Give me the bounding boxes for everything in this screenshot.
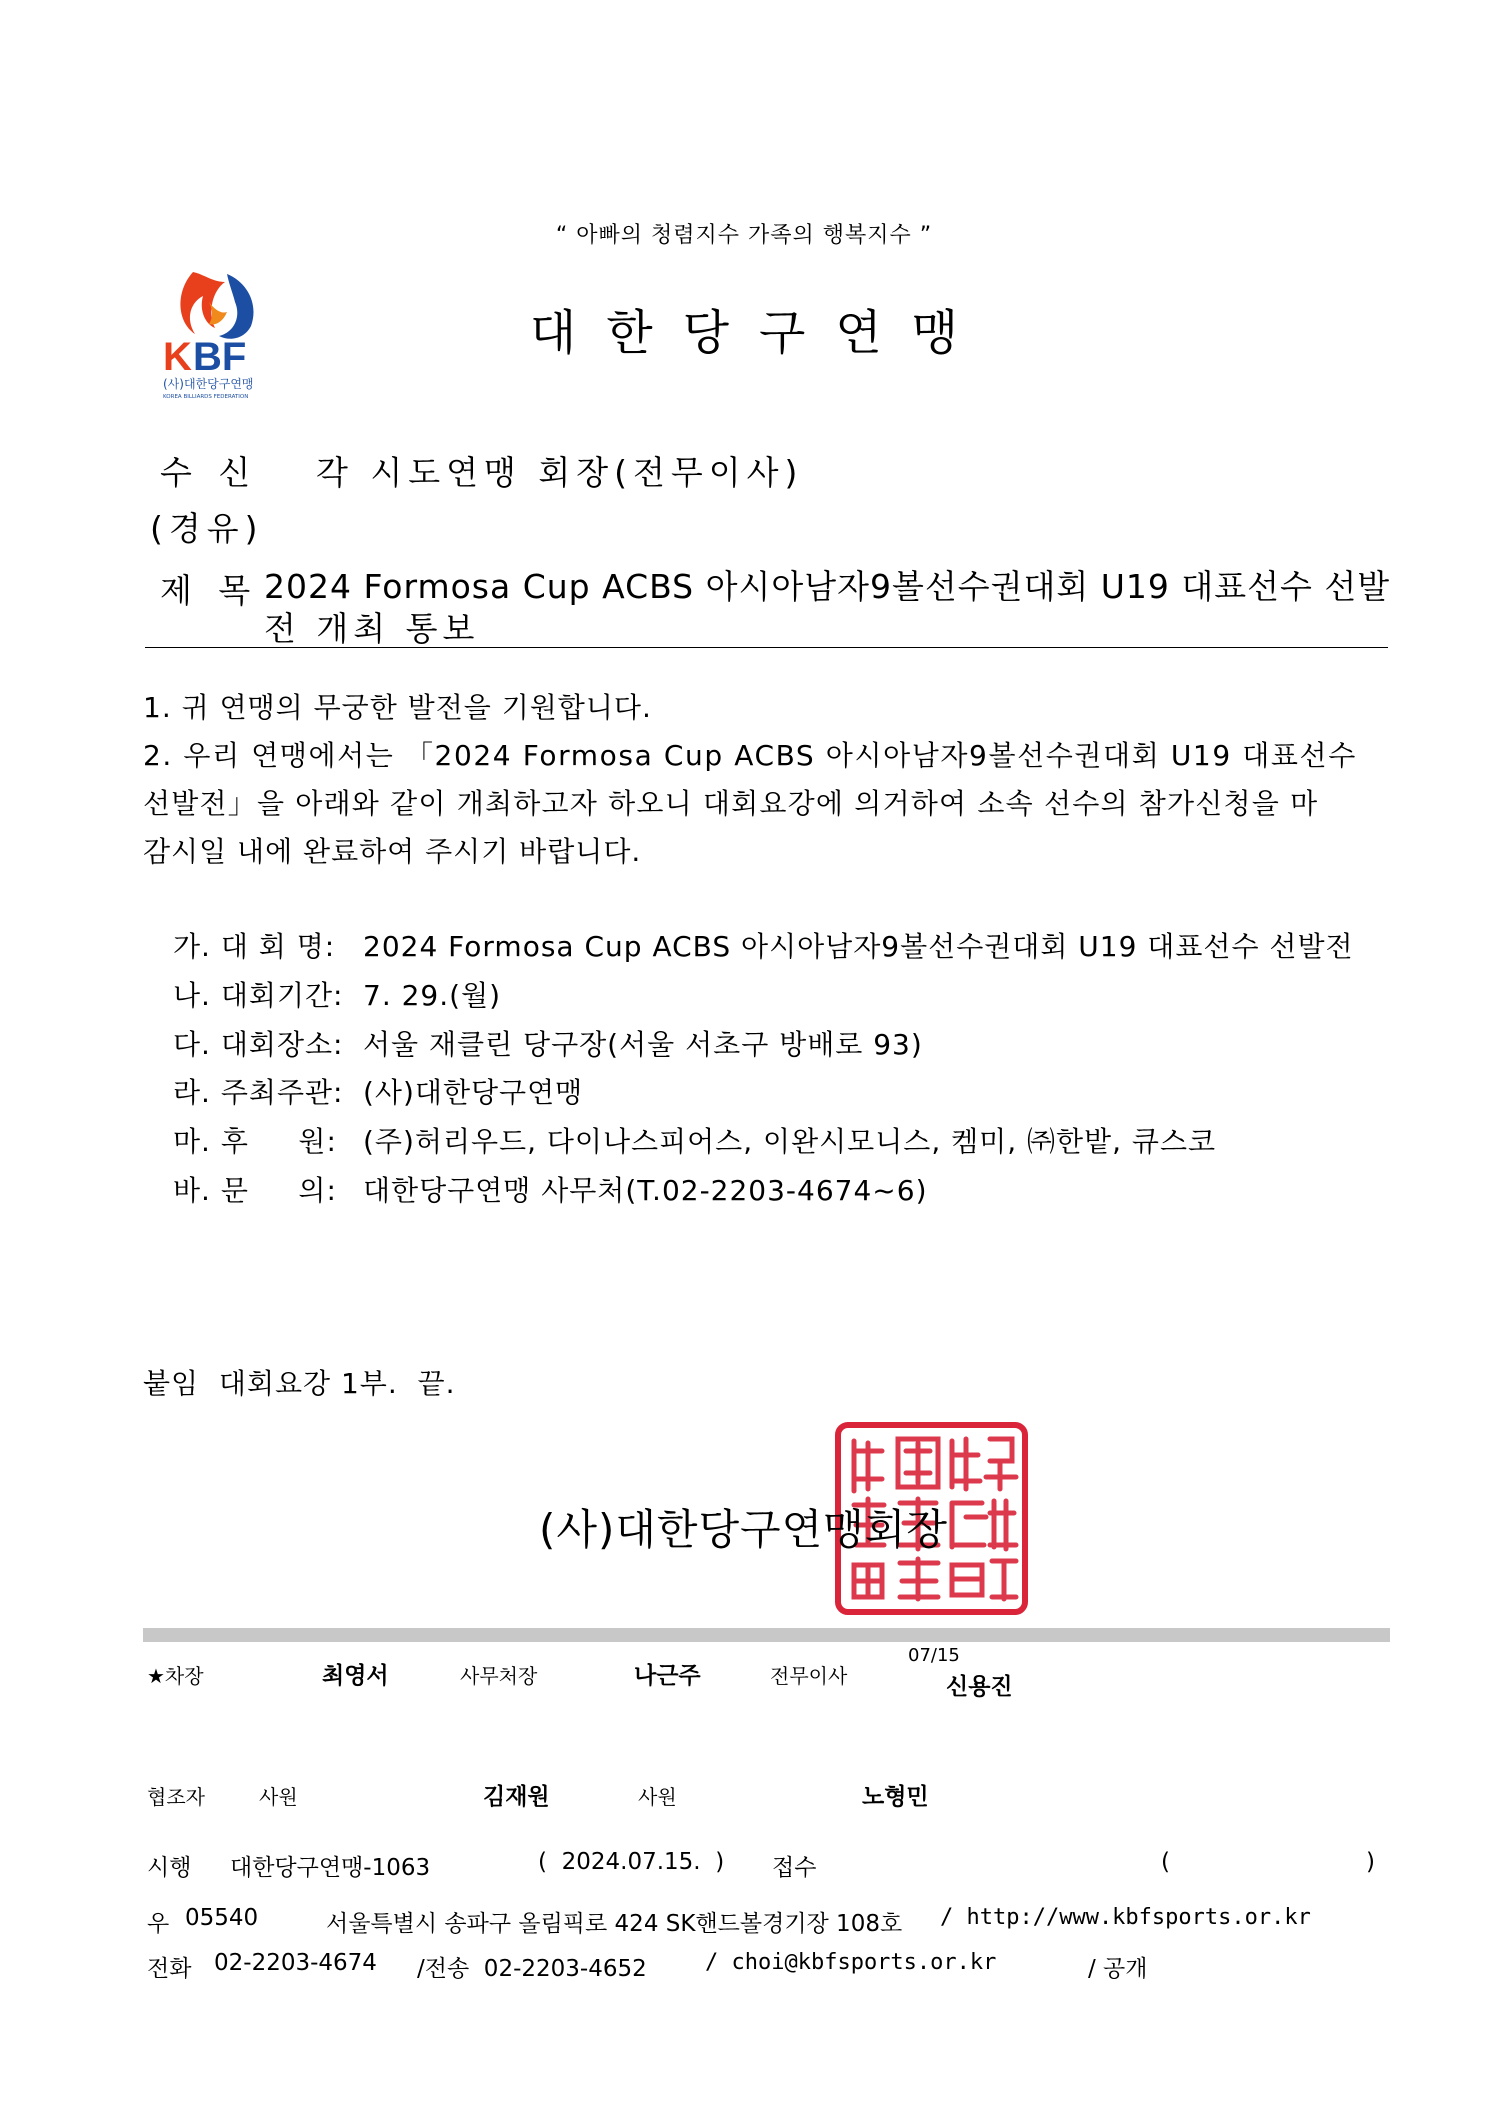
- item-value: 대한당구연맹 사무처(T.02-2203-4674~6): [363, 1174, 928, 1207]
- cooperator-label: 협조자: [147, 1785, 205, 1809]
- item-value: (주)허리우드, 다이나스피어스, 이완시모니스, 켐미, ㈜한밭, 큐스코: [363, 1125, 1217, 1158]
- approval-name: 최영서: [322, 1663, 389, 1689]
- motto: “ 아빠의 청렴지수 가족의 행복지수 ”: [555, 223, 933, 248]
- svg-text:KOREA BILLIARDS FEDERATION: KOREA BILLIARDS FEDERATION: [163, 394, 249, 400]
- item-label: 다. 대회장소:: [173, 1028, 344, 1061]
- approval-date: 07/15: [908, 1645, 960, 1666]
- svg-text:K: K: [163, 335, 192, 379]
- receive-close: ): [1366, 1849, 1375, 1875]
- approval-name: 노형민: [862, 1784, 929, 1810]
- website-link[interactable]: / http://www.kbfsports.or.kr: [940, 1905, 1311, 1930]
- approval-role: 전무이사: [770, 1664, 848, 1688]
- item-value: 7. 29.(월): [363, 979, 502, 1012]
- signature-divider: [143, 1628, 1390, 1642]
- fax-number: /전송 02-2203-4652: [417, 1956, 647, 1982]
- phone-label: 전화: [147, 1956, 192, 1982]
- paragraph-2-line-3: 감시일 내에 완료하여 주시기 바랍니다.: [143, 835, 642, 868]
- item-label: 라. 주최주관:: [173, 1076, 344, 1109]
- item-label: 나. 대회기간:: [173, 979, 344, 1012]
- phone-number: 02-2203-4674: [214, 1950, 377, 1976]
- paragraph-2-line-2: 선발전」을 아래와 같이 개최하고자 하오니 대회요강에 의거하여 소속 선수의 참가신청을 마: [143, 787, 1319, 820]
- svg-text:BF: BF: [193, 335, 247, 379]
- subject-line-2: 전 개최 통보: [264, 609, 480, 648]
- approval-name: 신용진: [946, 1674, 1013, 1700]
- paragraph-2-line-1: 2. 우리 연맹에서는 「2024 Formosa Cup ACBS 아시아남자9볼선수권대회 U19 대표선수: [143, 739, 1357, 772]
- email-link[interactable]: / choi@kbfsports.or.kr: [705, 1950, 997, 1975]
- approval-name: 김재원: [483, 1784, 550, 1810]
- item-label: 마. 후 원:: [173, 1125, 337, 1158]
- postal-code: 05540: [185, 1905, 259, 1931]
- address: 서울특별시 송파구 올림픽로 424 SK핸드볼경기장 108호: [326, 1911, 903, 1937]
- subject-line-1: 2024 Formosa Cup ACBS 아시아남자9볼선수권대회 U19 대표선수 선발: [264, 567, 1391, 606]
- svg-text:(사)대한당구연맹: (사)대한당구연맹: [163, 377, 254, 391]
- paragraph-1: 1. 귀 연맹의 무궁한 발전을 기원합니다.: [143, 691, 652, 724]
- approval-name: 나근주: [634, 1663, 701, 1689]
- approval-role: 사무처장: [460, 1664, 538, 1688]
- organization-title: 대한당구연맹: [529, 305, 989, 361]
- item-value: (사)대한당구연맹: [363, 1076, 584, 1109]
- header-divider: [145, 647, 1388, 648]
- receive-label: 접수: [772, 1855, 817, 1881]
- sender-name: (사)대한당구연맹회장: [539, 1505, 948, 1554]
- item-label: 바. 문 의:: [173, 1174, 337, 1207]
- item-value: 서울 재클린 당구장(서울 서초구 방배로 93): [363, 1028, 923, 1061]
- item-label: 가. 대 회 명:: [173, 930, 336, 963]
- disclosure: / 공개: [1088, 1956, 1148, 1982]
- doc-number: 대한당구연맹-1063: [230, 1855, 431, 1881]
- subject-label: 제 목: [160, 571, 259, 610]
- via-label: (경유): [150, 509, 264, 548]
- approval-role: ★차장: [147, 1664, 204, 1688]
- approval-role: 사원: [259, 1785, 298, 1809]
- item-value: 2024 Formosa Cup ACBS 아시아남자9볼선수권대회 U19 대표선수 선발전: [363, 930, 1354, 963]
- attachment-note: 붙임 대회요강 1부. 끝.: [143, 1367, 456, 1400]
- enforce-label: 시행: [147, 1855, 192, 1881]
- receive-open: (: [1161, 1849, 1170, 1875]
- doc-date: ( 2024.07.15. ): [538, 1849, 725, 1875]
- recipient: 각 시도연맹 회장(전무이사): [316, 453, 804, 492]
- approval-role: 사원: [638, 1785, 677, 1809]
- recipient-label: 수 신: [160, 453, 259, 492]
- postal-label: 우: [147, 1911, 170, 1937]
